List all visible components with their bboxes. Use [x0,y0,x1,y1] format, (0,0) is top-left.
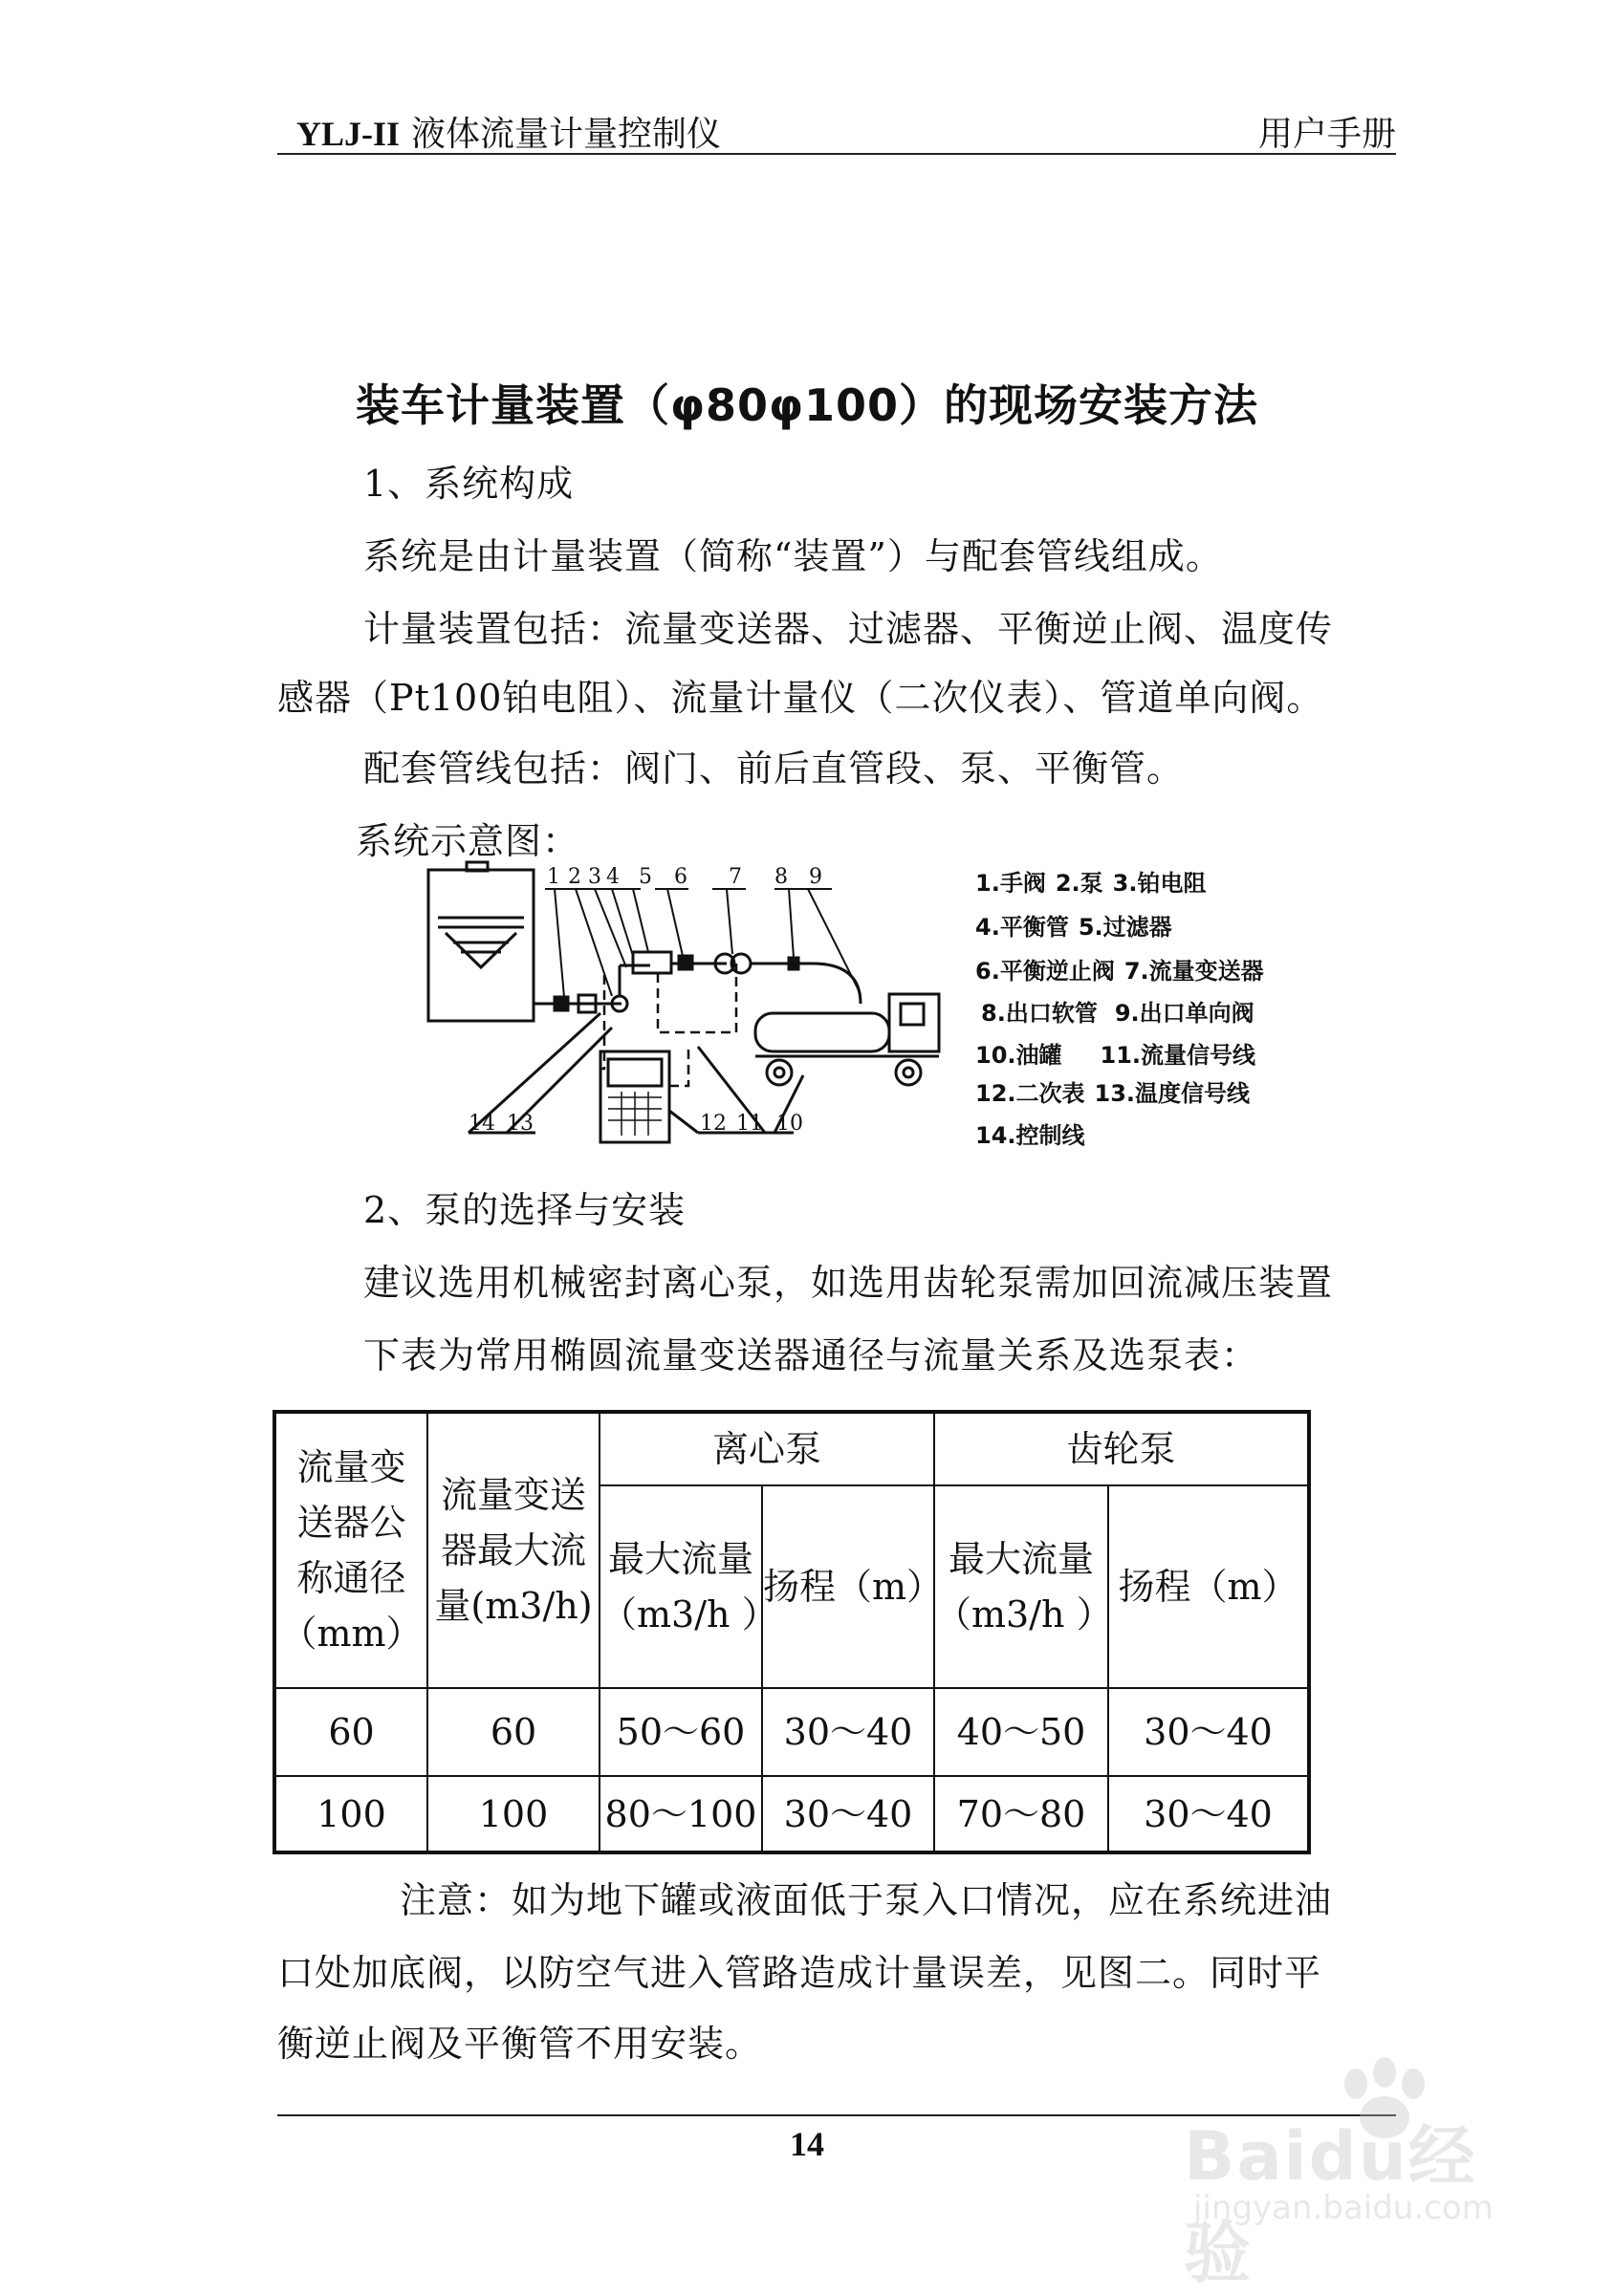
header-col1-line: （mm） [280,1613,423,1655]
table-cell: 40～50 [934,1688,1108,1776]
page-title: 装车计量装置（φ80φ100）的现场安装方法 [356,379,1258,431]
table-cell: 50～60 [600,1688,762,1776]
tank-cap [467,862,488,871]
note-line3: 衡逆止阀及平衡管不用安装。 [277,2023,763,2065]
pump-selection-table [273,1410,1311,1854]
header-model: YLJ-II [296,115,401,153]
header-max-flow-line: （m3/h ） [935,1593,1113,1635]
svg-text:14.控制线 [975,1122,1086,1149]
header-title [296,107,721,156]
page-number: 14 [790,2125,824,2163]
legend-8: 8.出口软管 [981,1000,1098,1027]
tank-shape [428,870,534,1021]
table-cell: 60 [427,1688,600,1776]
header-gear-max-flow [934,1485,1113,1688]
legend-6: 6.平衡逆止阀 [975,958,1115,985]
watermark-url: jingyan.baidu.com [1193,2189,1494,2227]
diagram-label: 系统示意图： [356,820,580,862]
svg-text:10.油罐11.流量信号线 [975,1042,1256,1069]
table-cell: 60 [274,1688,427,1776]
table-row [274,1688,1309,1776]
callout-11: 11 [736,1112,763,1136]
legend-1: 1.手阀 [975,870,1046,897]
callout-14: 14 [469,1112,495,1136]
table-cell: 100 [274,1776,427,1852]
section2-paragraph1: 建议选用机械密封离心泵，如选用齿轮泵需加回流减压装置 [363,1262,1334,1304]
header-centrifugal-head: 扬程（m） [762,1485,934,1688]
svg-text:6.平衡逆止阀7.流量变送器 [975,958,1264,985]
legend-10: 10.油罐 [975,1042,1062,1069]
table-cell: 100 [427,1776,600,1852]
legend-3: 3.铂电阻 [1112,870,1207,897]
header-max-flow-line: （m3/h ） [600,1593,778,1635]
legend-4: 4.平衡管 [975,914,1069,941]
header-centrifugal-max-flow [600,1485,778,1688]
table-cell: 30～40 [1108,1776,1309,1852]
table-row [274,1776,1309,1852]
header-col1-line: 流量变 [296,1446,406,1488]
legend-12: 12.二次表 [975,1080,1085,1107]
header-nominal-diameter [274,1412,427,1688]
svg-text:4.平衡管5.过滤器 [975,914,1172,941]
legend-13: 13.温度信号线 [1094,1080,1251,1107]
table-cell: 30～40 [1108,1688,1309,1776]
legend-14: 14.控制线 [975,1122,1085,1149]
note-line2: 口处加底阀，以防空气进入管路造成计量误差，见图二。同时平 [277,1952,1322,1994]
header-product: 液体流量计量控制仪 [411,115,722,154]
callout-7: 7 [729,865,742,889]
legend-9: 9.出口单向阀 [1114,1000,1254,1027]
svg-text:1.手阀2.泵3.铂电阻 [975,870,1206,897]
section1-paragraph2-line2: 感器（Pt100铂电阻）、流量计量仪（二次仪表）、管道单向阀。 [277,677,1324,719]
legend-2: 2.泵 [1055,870,1103,897]
section2-paragraph2: 下表为常用椭圆流量变送器通径与流量关系及选泵表： [363,1334,1259,1376]
watermark [1184,2055,1528,2292]
table-cell: 70～80 [934,1776,1108,1852]
header-col1-line: 送器公 [296,1502,406,1544]
header-col1-line: 称通径 [296,1557,406,1599]
table-cell: 30～40 [762,1776,934,1852]
header-max-flow [427,1412,600,1688]
svg-text:8.出口软管9.出口单向阀 [981,1000,1254,1027]
svg-text:12.二次表13.温度信号线 [975,1080,1251,1107]
callout-8: 8 [774,865,788,889]
system-diagram [411,860,1300,1166]
table-cell: 80～100 [600,1776,762,1852]
callout-13: 13 [507,1112,534,1136]
system-diagram-svg [411,860,1300,1166]
header-gear-pump: 齿轮泵 [934,1412,1309,1485]
header-max-flow-line: 最大流量 [607,1538,753,1580]
section1-paragraph1: 系统是由计量装置（简称“装置”）与配套管线组成。 [363,535,1223,577]
watermark-brand: Baidu经验 [1184,2117,1477,2292]
legend-7: 7.流量变送器 [1123,958,1264,985]
callout-4: 4 [606,865,620,889]
header-max-flow-line: 最大流量 [948,1538,1094,1580]
section2-heading: 2、泵的选择与安装 [363,1189,687,1231]
header-rule [277,153,1396,155]
header-col2-line: 量(m3/h) [434,1585,593,1627]
callout-2: 2 [568,865,581,889]
callout-6: 6 [674,865,687,889]
header-centrifugal-pump: 离心泵 [600,1412,934,1485]
header-col2-line: 器最大流 [440,1529,586,1571]
callout-5: 5 [639,865,652,889]
callout-1: 1 [547,865,560,889]
callout-3: 3 [588,865,601,889]
header-col2-line: 流量变送 [440,1474,586,1516]
callout-10: 10 [776,1112,803,1136]
callout-9: 9 [809,865,822,889]
header-gear-head: 扬程（m） [1108,1485,1309,1688]
section1-paragraph2-line1: 计量装置包括：流量变送器、过滤器、平衡逆止阀、温度传 [363,608,1334,650]
header-manual-label: 用户手册 [1257,115,1396,154]
legend-5: 5.过滤器 [1078,914,1172,941]
table-cell: 30～40 [762,1688,934,1776]
section1-paragraph3: 配套管线包括：阀门、前后直管段、泵、平衡管。 [363,747,1185,790]
legend-11: 11.流量信号线 [1100,1042,1256,1069]
callout-12: 12 [700,1112,727,1136]
section1-heading: 1、系统构成 [363,463,575,505]
note-line1: 注意：如为地下罐或液面低于泵入口情况，应在系统进油 [400,1879,1333,1921]
